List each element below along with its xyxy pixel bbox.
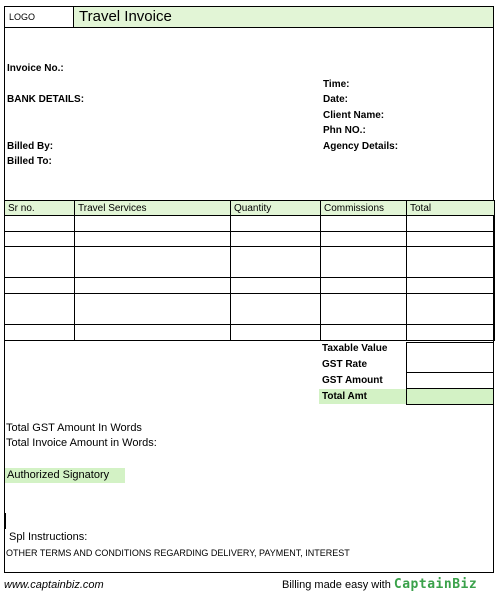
cell[interactable] — [5, 278, 75, 294]
invoice-title: Travel Invoice — [73, 6, 494, 28]
footer-tagline-group — [282, 577, 477, 592]
gst-amount-label: GST Amount — [322, 375, 383, 386]
divider — [5, 513, 6, 529]
table-row — [5, 325, 495, 341]
gst-rate-label: GST Rate — [322, 359, 368, 370]
cell[interactable] — [231, 216, 321, 232]
total-amt-label: Total Amt — [322, 391, 367, 402]
cell[interactable] — [407, 325, 495, 341]
cell[interactable] — [75, 278, 231, 294]
table-row — [5, 278, 495, 294]
gst-in-words-label: Total GST Amount In Words — [6, 422, 142, 434]
cell[interactable] — [321, 294, 407, 325]
cell[interactable] — [231, 232, 321, 247]
col-header-travel-services: Travel Services — [75, 201, 231, 216]
date-label: Date: — [323, 94, 349, 105]
cell[interactable] — [321, 278, 407, 294]
cell[interactable] — [5, 232, 75, 247]
billed-to-label: Billed To: — [7, 156, 52, 167]
cell[interactable] — [75, 232, 231, 247]
total-amt-box[interactable] — [406, 388, 494, 405]
brand-logo: CaptainBiz — [393, 577, 478, 592]
bank-details-label: BANK DETAILS: — [7, 94, 85, 105]
logo-placeholder: LOGO — [4, 6, 74, 28]
cell[interactable] — [75, 216, 231, 232]
invoice-in-words-label: Total Invoice Amount in Words: — [6, 437, 157, 449]
billed-by-label: Billed By: — [7, 141, 54, 152]
cell[interactable] — [75, 325, 231, 341]
col-header-total: Total — [407, 201, 495, 216]
cell[interactable] — [231, 278, 321, 294]
table-header-row — [5, 201, 495, 216]
cell[interactable] — [407, 278, 495, 294]
terms-conditions: OTHER TERMS AND CONDITIONS REGARDING DELIVERY, PAYMENT, INTEREST — [6, 548, 350, 558]
spl-instructions-title: Spl Instructions: — [9, 531, 88, 543]
cell[interactable] — [321, 247, 407, 278]
table-row — [5, 294, 495, 325]
footer-url[interactable]: www.captainbiz.com — [4, 579, 104, 591]
cell[interactable] — [407, 216, 495, 232]
cell[interactable] — [321, 216, 407, 232]
col-header-quantity: Quantity — [231, 201, 321, 216]
client-name-label: Client Name: — [323, 110, 385, 121]
cell[interactable] — [75, 247, 231, 278]
cell[interactable] — [407, 232, 495, 247]
cell[interactable] — [5, 294, 75, 325]
gst-amount-box[interactable] — [406, 372, 494, 389]
taxable-value-label: Taxable Value — [322, 343, 388, 354]
cell[interactable] — [231, 247, 321, 278]
cell[interactable] — [231, 294, 321, 325]
cell[interactable] — [5, 216, 75, 232]
cell[interactable] — [407, 294, 495, 325]
footer-tagline: Billing made easy with — [282, 579, 391, 591]
services-table — [4, 200, 495, 341]
cell[interactable] — [5, 325, 75, 341]
cell[interactable] — [321, 325, 407, 341]
phone-label: Phn NO.: — [323, 125, 366, 136]
cell[interactable] — [75, 294, 231, 325]
cell[interactable] — [231, 325, 321, 341]
time-label: Time: — [323, 79, 350, 90]
agency-details-label: Agency Details: — [323, 141, 399, 152]
taxable-gst-rate-box[interactable] — [406, 342, 494, 373]
table-row — [5, 216, 495, 232]
table-row — [5, 247, 495, 278]
col-header-sr-no: Sr no. — [5, 201, 75, 216]
cell[interactable] — [407, 247, 495, 278]
col-header-commissions: Commissions — [321, 201, 407, 216]
cell[interactable] — [321, 232, 407, 247]
invoice-no-label: Invoice No.: — [7, 63, 64, 74]
table-row — [5, 232, 495, 247]
authorized-signatory: Authorized Signatory — [5, 468, 125, 483]
cell[interactable] — [5, 247, 75, 278]
